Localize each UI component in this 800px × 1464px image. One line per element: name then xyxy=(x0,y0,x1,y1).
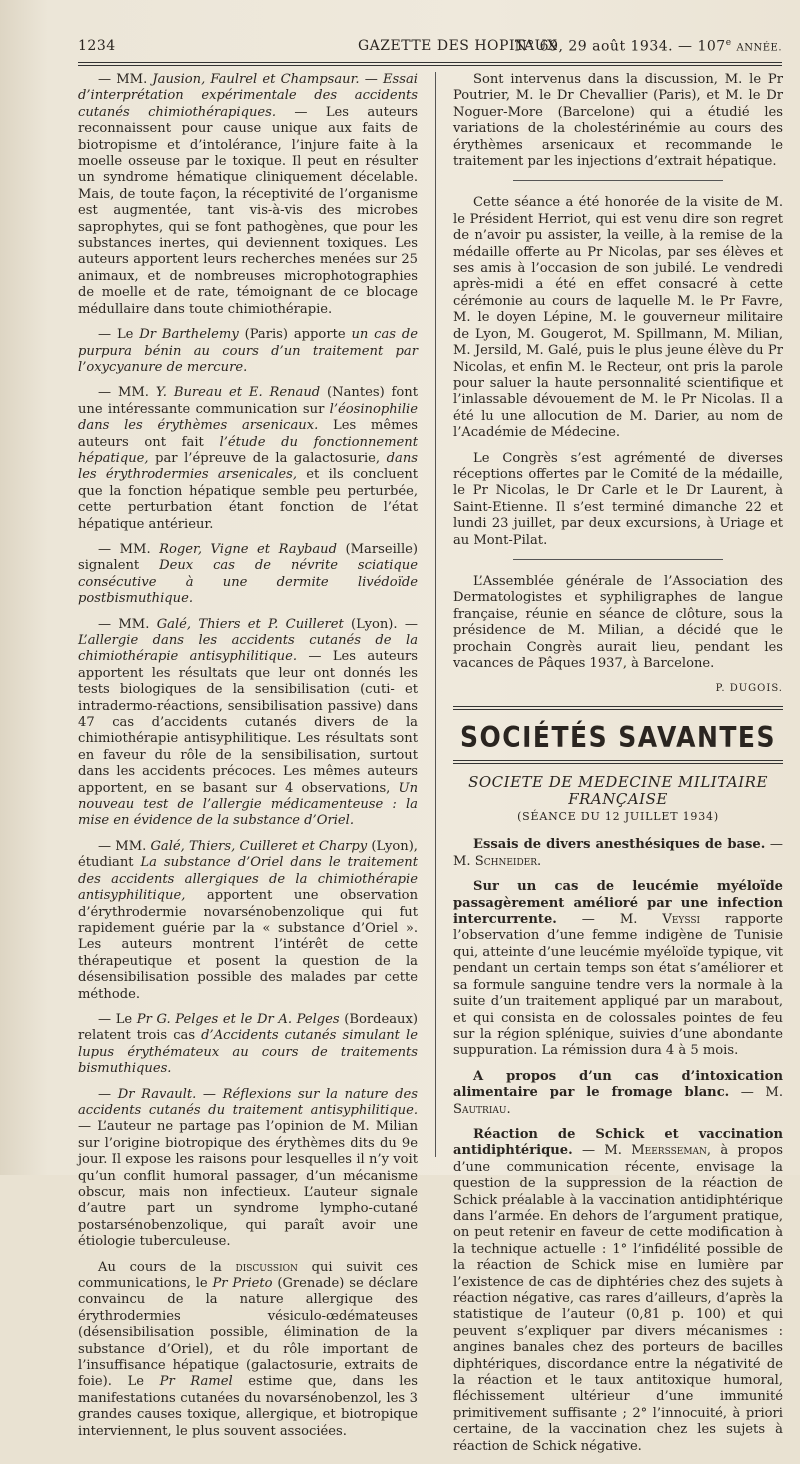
issue-sup: e xyxy=(725,38,732,48)
text-run: — MM. xyxy=(98,72,153,87)
text-run: L’allergie dans les accidents cutanés de la chimiothérapie antisyphilitique. xyxy=(78,633,418,665)
paragraph-pelges xyxy=(78,1012,418,1078)
text-run: — Les auteurs reconnaissent pour cause unique aux faits de biotropisme et d’intolérance, l’injure faite à la moelle osseuse par le toxique. Il peut en résulter un syndrome hématique cliniquement décelable. Mais, de toute façon, la réceptivité de l’organisme est augmentée, tant vis-à-vis des microbes saprophytes, qui se font pathogènes, que pour les substances inertes, qui deviennent toxiques. Les auteurs apportent leurs recherches menées sur 25 animaux, et de nombreuses microphotographies de moelle et de rate, témoignant de ce blocage médullaire dans toute chimiothérapie. xyxy=(78,104,418,317)
text-run: (Marseille) signalent xyxy=(78,541,418,574)
author-name: Meersseman, xyxy=(631,1143,712,1159)
text-run: à propos d’une communication récente, envisage la question de la suppression de la réaction de Schick préalable à la vaccination antidiphtérique dans l’armée. En dehors de l’argument pratique, on peut retenir en faveur de cette modification à la technique actuelle : 1° l’infidélité possible de la réaction de Schick mise en lumière par l’existence de cas de diphtéries chez des sujets à réaction négative, cas rares d’ailleurs, d’après la statistique de l’auteur (0,81 p. 100) et qui peuvent s’expliquer par divers mécanismes : angines banales chez des porteurs de bacilles diphtériques, discordance entre la négativité de la réaction et le taux antitoxique humoral, fléchissement ultérieur d’une immunité primitivement suffisante ; 2° l’innocuité, à priori certaine, de la vaccination chez les sujets à réaction de Schick négative. xyxy=(453,1143,784,1454)
text-run: qui suivit ces communications, le xyxy=(78,1259,418,1292)
entry-schneider xyxy=(453,837,783,870)
text-run: Jausion, Faulrel et Champsaur. — Essai d’interprétation expérimentale des accidents cutanés chimiothérapiques. xyxy=(78,72,418,120)
text-run: Galé, Thiers et P. Cuilleret xyxy=(156,616,344,632)
text-run: apportent une observation d’érythrodermie novarsénobenzolique qui fut rapidement guérie par la « substance d’Oriel ». Les auteurs montrent l’intérêt de cette thérapeutique et posent la question de la désensibilisation possible des malades par cette méthode. xyxy=(78,888,418,1002)
text-run: Dr Barthelemy xyxy=(139,327,239,343)
text-run: — MM. xyxy=(98,616,157,632)
paragraph-ravault xyxy=(78,1087,418,1251)
paragraph-discussion-intervenus: Sont intervenus dans la discussion, M. le Pr Poutrier, M. le Dr Chevallier (Paris), et M. le Dr Noguer-More (Barcelone) qui a étudié les variations de la cholestérinémie au cours des érythèmes arsenicaux et recommande le traitement par les injections d’extrait hépatique. xyxy=(453,72,783,170)
journal-title: GAZETTE DES HOPITAUX xyxy=(358,38,558,54)
entry-title: Sur un cas de leucémie myéloïde passagèrement amélioré par une infection intercurrente. xyxy=(453,879,783,928)
separator xyxy=(513,180,723,181)
paragraph-jausion xyxy=(78,72,418,318)
text-run: l’étude du fonctionnement hépatique, xyxy=(78,434,418,466)
text-run: Pr Ramel xyxy=(159,1374,233,1390)
column-divider xyxy=(435,72,436,1157)
text-run: — M. xyxy=(572,1143,632,1159)
society-name: SOCIETE DE MEDECINE MILITAIRE FRANÇAISE xyxy=(468,773,768,808)
paragraph-receptions: Le Congrès s’est agrémenté de diverses réceptions offertes par le Comité de la médaille, le Pr Nicolas, le Dr Carle et le Dr Laurent, à Saint-Etienne. Il s’est terminé dimanche 22 et lundi 23 juillet, par deux excursions, à Uriage et au Mont-Pilat. xyxy=(453,450,783,548)
paragraph-discussion xyxy=(78,1260,418,1440)
text-run: — Les auteurs apportent les résultats que leur ont donnés les tests biologiques de la sensibilisation (cuti- et intradermo-réactions, sensibilisation passive) dans 47 cas d’accidents cutanés divers de la chimiothérapie antisyphilitique. Les résultats sont en faveur du rôle de la sensibilisation, surtout dans les accidents précoces. Les mêmes auteurs apportent, en se basant sur 4 observations, xyxy=(78,649,419,796)
text-run: — M. xyxy=(556,912,663,928)
author-name: Schneider. xyxy=(474,853,542,869)
section-rule xyxy=(453,706,783,710)
text-run: — L’auteur ne partage pas l’opinion de M. Milian sur l’origine biotropique des érythèmes dits du 9e jour. Il expose les raisons pour lesquelles il n’y voit qu’un conflit humoral passager, d’un mécanisme obscur, mais non infectieux. L’auteur signale d’autre part un syndrome lympho-cutané postarsénobenzolique, qui paraît avoir une étiologie tuberculeuse. xyxy=(78,1119,418,1250)
paragraph-assemblee: L’Assemblée générale de l’Association des Dermatologistes et syphiligraphes de langue française, réunie en séance de clôture, sous la présidence de M. Milian, a décidé que le prochain Congrès aurait lieu, pendant les vacances de Pâques 1937, à Barcelone. xyxy=(453,573,783,671)
paragraph-barthelemy xyxy=(78,327,418,376)
text-run: Galé, Thiers, Cuilleret et Charpy xyxy=(150,838,368,854)
text-run: (Nantes) font une intéressante communication sur xyxy=(78,385,418,417)
text-run: Au cours de la xyxy=(98,1259,236,1275)
text-run: — M. xyxy=(453,837,783,869)
author-name: Sautriau. xyxy=(453,1101,511,1117)
text-run: (Bordeaux) relatent trois cas xyxy=(78,1011,418,1044)
entry-sautriau xyxy=(453,1069,783,1118)
paragraph-gale-oriel xyxy=(78,839,418,1003)
text-run: par l’épreuve de la galactosurie, xyxy=(148,450,387,466)
text-run: (Lyon), étudiant xyxy=(78,838,418,871)
paragraph-gale-allergie xyxy=(78,617,418,830)
entry-title: Essais de divers anesthésiques de base. xyxy=(473,837,766,853)
text-run: estime que, dans les manifestations cutanées du novarsénobenzol, les 3 grandes causes toxique, allergique, et biotropique interviennent, le plus souvent associées. xyxy=(78,1374,418,1439)
text-run: (Grenade) se déclare convaincu de la nature allergique des érythrodermies vésiculo-œdémateuses (désensibilisation possible, élimination de la substance d’Oriel), et du rôle important de l’insuffisance hépatique (galactosurie, extraits de foie). Le xyxy=(78,1276,418,1390)
text-run: d’Accidents cutanés simulant le lupus érythémateux au cours de traitements bismuthiques. xyxy=(78,1028,418,1077)
section-title: SOCIÉTÉS SAVANTES xyxy=(459,720,777,754)
entry-veyssi xyxy=(453,879,783,1059)
text-run: discussion xyxy=(235,1259,298,1275)
issue-info xyxy=(514,38,782,55)
text-run: (Paris) apporte xyxy=(238,327,352,343)
text-run: (Lyon). — xyxy=(343,616,418,632)
text-run: La substance d’Oriel dans le traitement des accidents allergiques de la chimiothérapie antisyphilitique, xyxy=(78,855,418,904)
issue-text: N° 69, 29 août 1934. — 107 xyxy=(514,38,726,55)
header-rule xyxy=(78,62,782,66)
text-run: — Le xyxy=(98,327,140,343)
left-column xyxy=(78,72,418,1449)
entry-title: Réaction de Schick et vaccination antidiphtérique. xyxy=(453,1126,783,1159)
text-run: — MM. xyxy=(98,385,156,401)
text-run: Dr Ravault. — Réflexions sur la nature des accidents cutanés du traitement antisyphilitique. xyxy=(78,1086,418,1118)
text-run: — M. xyxy=(729,1085,783,1101)
issue-tail: ANNÉE. xyxy=(736,42,782,54)
signature: P. DUGOIS. xyxy=(715,683,783,695)
text-run: et ils concluent que la fonction hépatique semble peu perturbée, cette perturbation étant fonction de l’état hépatique antérieur. xyxy=(78,467,419,532)
text-run: Roger, Vigne et Raybaud xyxy=(159,541,337,557)
paragraph-roger xyxy=(78,542,418,608)
entry-meersseman xyxy=(453,1127,783,1455)
text-run: rapporte l’observation d’une femme indigène de Tunisie qui, atteinte d’une leucémie myéloïde typique, vit pendant un certain temps son état s’améliorer et sa formule sanguine tendre vers la normale à la suite d’un traitement appliqué par un marabout, et qui consista en de colossales pointes de feu sur la région splénique, suivies d’une abondante suppuration. La rémission dura 4 à 5 mois. xyxy=(453,912,783,1059)
text-run: un cas de purpura bénin au cours d’un traitement par l’oxycyanure de mercure. xyxy=(78,327,418,375)
separator xyxy=(513,559,723,560)
text-run: — Le xyxy=(98,1011,137,1027)
page-number: 1234 xyxy=(78,38,116,54)
text-run: — MM. xyxy=(98,541,160,557)
paragraph-herriot: Cette séance a été honorée de la visite de M. le Président Herriot, qui est venu dire son regret de n’avoir pu assister, la veille, à la remise de la médaille offerte au Pr Nicolas, par ses élèves et ses amis à l’occasion de son jubilé. Le vendredi après-midi a été en effet consacré à cette cérémonie au cours de laquelle M. le Pr Favre, M. le doyen Lépine, M. le gouverneur militaire de Lyon, M. Gougerot, M. Spillmann, M. Milian, M. Jersild, M. Galé, puis le plus jeune élève du Pr Nicolas, et enfin M. le Recteur, ont pris la parole pour saluer la haute personnalité scientifique et l’inlassable dévouement de M. le Pr Nicolas. Il a été lu une allocution de M. Darier, au nom de l’Académie de Médecine. xyxy=(453,195,783,441)
seance-date: (SÉANCE DU 12 JUILLET 1934) xyxy=(517,810,719,824)
text-run: Deux cas de névrite sciatique consécutive à une dermite livédoïde postbismuthique. xyxy=(78,558,418,607)
text-run: Y. Bureau et E. Renaud xyxy=(155,385,321,401)
right-column xyxy=(453,72,783,1464)
paragraph-bureau xyxy=(78,385,418,533)
text-run: Pr Prieto xyxy=(212,1276,273,1292)
entry-title: A propos d’un cas d’intoxication alimentaire par le fromage blanc. xyxy=(453,1068,783,1101)
text-run: Les mêmes auteurs ont fait xyxy=(78,418,418,450)
text-run: l’éosinophilie dans les érythèmes arsenicaux. xyxy=(78,401,418,434)
text-run: dans les érythrodermies arsenicales, xyxy=(78,450,418,483)
text-run: Un nouveau test de l’allergie médicamenteuse : la mise en évidence de la substance d’Oriel. xyxy=(78,780,418,829)
section-rule xyxy=(453,760,783,764)
text-run: — MM. xyxy=(98,838,151,854)
text-run: — xyxy=(98,1086,118,1102)
author-name: Veyssi xyxy=(662,912,701,928)
text-run: Pr G. Pelges et le Dr A. Pelges xyxy=(136,1011,340,1027)
